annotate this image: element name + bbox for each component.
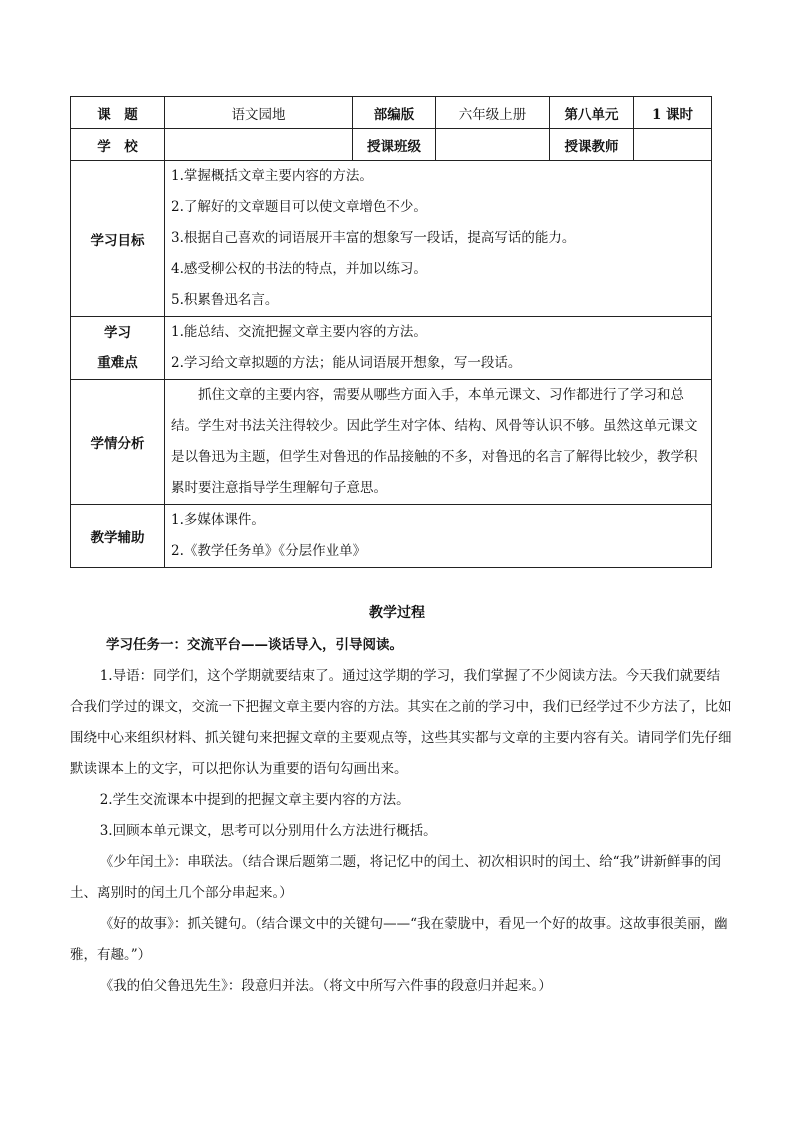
goal-item: 1.掌握概括文章主要内容的方法。	[171, 168, 373, 184]
school-label: 学 校	[71, 129, 165, 161]
paragraph: 3.回顾本单元课文，思考可以分别用什么方法进行概括。	[99, 823, 437, 839]
teacher-value	[634, 129, 712, 161]
table-row-school	[71, 129, 712, 161]
task-heading: 学习任务一：交流平台——谈话导入，引导阅读。	[106, 637, 403, 653]
table-row-key-points	[71, 317, 712, 380]
process-body	[70, 630, 732, 1002]
key-point-item: 2.学习给文章拟题的方法；能从词语展开想象，写一段话。	[171, 355, 522, 371]
edition-value: 部编版	[353, 97, 436, 129]
aid-item: 2.《教学任务单》《分层作业单》	[171, 543, 367, 559]
key-points-label	[71, 317, 165, 380]
aids-cell	[165, 505, 712, 568]
paragraph: 《我的伯父鲁迅先生》：段意归并法。（将文中所写六件事的段意归并起来。）	[99, 978, 552, 994]
hours-value: 1 课时	[634, 97, 712, 129]
paragraph: 1.导语：同学们，这个学期就要结束了。通过这学期的学习，我们掌握了不少阅读方法。今天我们就要结合我们学过的课文，交流一下把握文章主要内容的方法。其实在之前的学习中，我们已经学过不少方法了，比如围绕中心来组织材料、抓关键句来把握文章的主要观点等，这些其实都与文章的主要内容有关。请同学们先仔细默读课本上的文字，可以把你认为重要的语句勾画出来。	[70, 668, 732, 777]
goal-item: 4.感受柳公权的书法的特点，并加以练习。	[171, 261, 427, 277]
lesson-plan-table	[70, 96, 712, 568]
topic-label: 课 题	[71, 97, 165, 129]
goals-label: 学习目标	[71, 161, 165, 317]
class-value	[436, 129, 550, 161]
goal-item: 3.根据自己喜欢的词语展开丰富的想象写一段话，提高写话的能力。	[171, 230, 576, 246]
table-row-aids	[71, 505, 712, 568]
aids-label: 教学辅助	[71, 505, 165, 568]
school-value	[165, 129, 353, 161]
analysis-label: 学情分析	[71, 380, 165, 505]
paragraph: 《好的故事》：抓关键句。（结合课文中的关键句——“我在蒙胧中，看见一个好的故事。这故事很美丽，幽雅，有趣。”）	[70, 916, 728, 963]
goals-cell	[165, 161, 712, 317]
goal-item: 2.了解好的文章题目可以使文章增色不少。	[171, 199, 427, 215]
aid-item: 1.多媒体课件。	[171, 512, 265, 528]
section-title: 教学过程	[369, 605, 425, 621]
key-points-cell	[165, 317, 712, 380]
teacher-label: 授课教师	[550, 129, 634, 161]
unit-value: 第八单元	[550, 97, 634, 129]
table-row-topic	[71, 97, 712, 129]
table-row-analysis	[71, 380, 712, 505]
class-label: 授课班级	[353, 129, 436, 161]
goal-item: 5.积累鲁迅名言。	[171, 292, 279, 308]
paragraph: 2.学生交流课本中提到的把握文章主要内容的方法。	[99, 792, 410, 808]
analysis-cell	[165, 380, 712, 505]
table-row-goals	[71, 161, 712, 317]
key-points-label-line1: 学习	[104, 325, 131, 341]
key-point-item: 1.能总结、交流把握文章主要内容的方法。	[171, 324, 427, 340]
grade-value: 六年级上册	[436, 97, 550, 129]
topic-value: 语文园地	[165, 97, 353, 129]
key-points-label-line2: 重难点	[97, 355, 138, 371]
analysis-text: 抓住文章的主要内容，需要从哪些方面入手，本单元课文、习作都进行了学习和总结。学生对书法关注得较少。因此学生对字体、结构、风骨等认识不够。虽然这单元课文是以鲁迅为主题，但学生对鲁迅的作品接触的不多，对鲁迅的名言了解得比较少，教学积累时要注意指导学生理解句子意思。	[171, 387, 698, 496]
paragraph: 《少年闰土》：串联法。（结合课后题第二题，将记忆中的闰土、初次相识时的闰土、给“我”讲新鲜事的闰土、离别时的闰土几个部分串起来。）	[70, 854, 721, 901]
